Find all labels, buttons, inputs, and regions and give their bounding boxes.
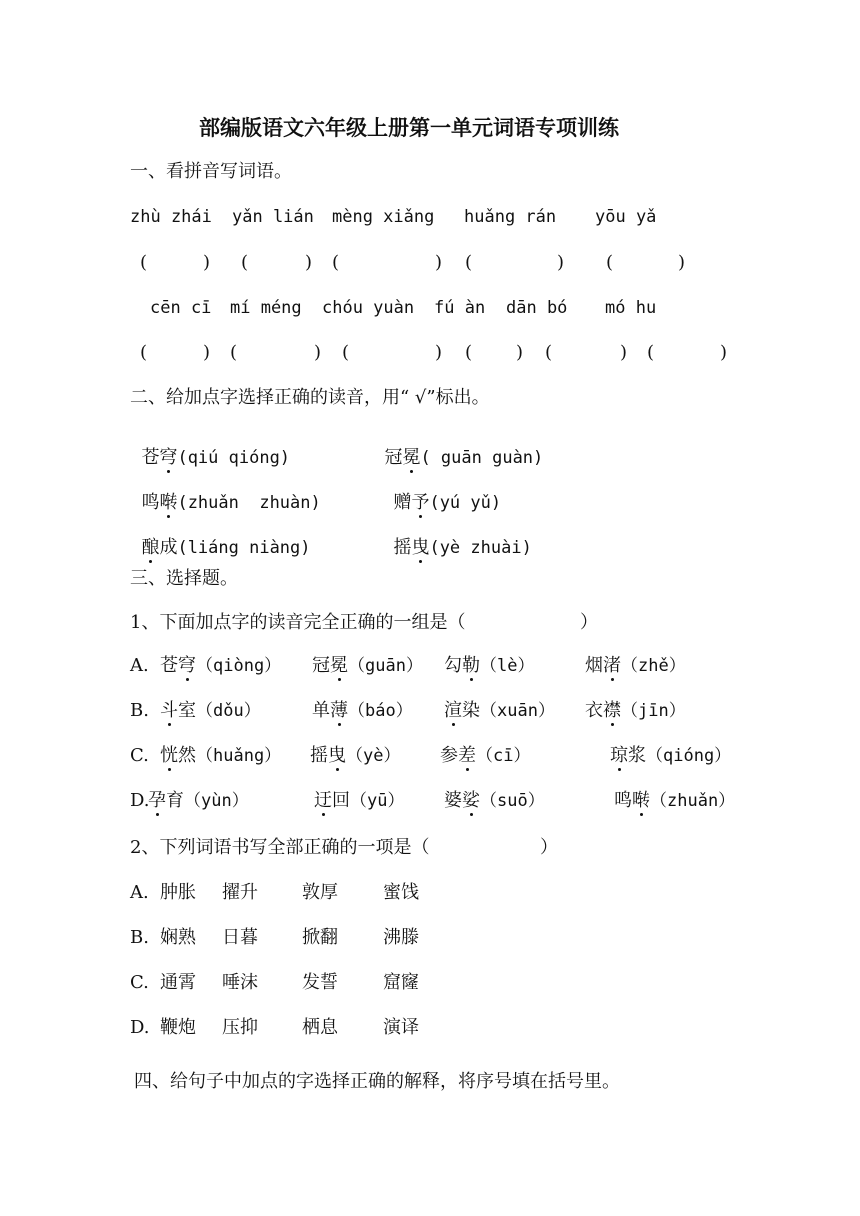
answer-bracket-close: ) xyxy=(720,342,728,363)
option-word: 肿胀 xyxy=(160,882,196,903)
option-pinyin: （báo） xyxy=(348,701,413,721)
dotted-char: 酿 xyxy=(141,537,160,558)
word-char: 单 xyxy=(312,700,330,721)
answer-bracket-open: ( xyxy=(140,342,148,363)
word-char: 赠 xyxy=(393,492,412,513)
option-pinyin: （dǒu） xyxy=(196,701,261,721)
option-label: A. xyxy=(130,655,155,676)
question-1-stem-close: ） xyxy=(580,612,598,633)
option-word: 擢升 xyxy=(222,882,258,903)
answer-bracket-open: ( xyxy=(241,252,249,273)
question-1-stem: 1、下面加点字的读音完全正确的一组是（ xyxy=(130,612,466,633)
pinyin-choices: (liáng niàng) xyxy=(177,538,311,558)
option-word xyxy=(585,702,686,720)
pronunciation-item xyxy=(130,431,290,467)
word-char: 浆 xyxy=(628,745,646,766)
option-pinyin: （zhuǎn） xyxy=(650,791,736,811)
dotted-char: 恍 xyxy=(160,745,178,766)
dotted-char: 曳 xyxy=(411,537,430,558)
option-pinyin: （huǎng） xyxy=(196,746,282,766)
dotted-char: 迂 xyxy=(314,790,332,811)
answer-bracket-close: ) xyxy=(435,252,443,273)
answer-bracket-close: ) xyxy=(516,342,524,363)
pronunciation-item xyxy=(130,476,321,512)
option-word: 栖息 xyxy=(302,1017,338,1038)
pronunciation-item xyxy=(130,521,311,557)
word-char: 婆 xyxy=(444,790,462,811)
option-word: 演译 xyxy=(383,1017,419,1038)
option-pinyin: （cī） xyxy=(476,746,531,766)
word-char: 参 xyxy=(440,745,458,766)
option-word: 通霄 xyxy=(160,972,196,993)
option-word: 压抑 xyxy=(222,1017,258,1038)
dotted-char: 勒 xyxy=(462,655,480,676)
word-char: 鸣 xyxy=(614,790,632,811)
dotted-char: 薄 xyxy=(330,700,348,721)
option-word xyxy=(160,702,261,720)
option-word xyxy=(312,702,413,720)
option-label: D. xyxy=(130,1017,156,1038)
option-label: B. xyxy=(130,700,155,721)
dotted-char: 孕 xyxy=(148,790,166,811)
word-char: 苍 xyxy=(160,655,178,676)
pronunciation-item xyxy=(382,521,532,557)
section-1-heading: 一、看拼音写词语。 xyxy=(130,161,292,182)
pinyin-3: mèng xiǎng xyxy=(332,207,435,227)
word-char: 冠 xyxy=(384,447,403,468)
answer-bracket-open: ( xyxy=(606,252,614,273)
answer-bracket-close: ) xyxy=(620,342,628,363)
answer-bracket-open: ( xyxy=(465,252,473,273)
answer-bracket-close: ) xyxy=(435,342,443,363)
dotted-char: 啭 xyxy=(159,492,178,513)
option-word: 沸滕 xyxy=(383,927,419,948)
word-char: 衣 xyxy=(585,700,603,721)
option-word: 蜜饯 xyxy=(383,882,419,903)
pinyin-choices: (yè zhuài) xyxy=(429,538,532,558)
option-pinyin: （jīn） xyxy=(621,701,686,721)
option-word xyxy=(610,747,731,765)
option-label: C. xyxy=(130,745,155,766)
dotted-char: 斗 xyxy=(160,700,178,721)
option-word xyxy=(310,747,400,765)
word-char: 烟 xyxy=(585,655,603,676)
dotted-char: 琼 xyxy=(610,745,628,766)
section-2-heading: 二、给加点字选择正确的读音，用“ √”标出。 xyxy=(130,387,490,408)
option-label: B. xyxy=(130,927,155,948)
option-word xyxy=(444,792,545,810)
section-3-heading: 三、选择题。 xyxy=(130,568,238,589)
option-word xyxy=(314,792,404,810)
section-4-heading: 四、给句子中加点的字选择正确的解释，将序号填在括号里。 xyxy=(134,1071,620,1092)
option-word xyxy=(444,702,555,720)
option-pinyin: （lè） xyxy=(480,656,535,676)
page-title: 部编版语文六年级上册第一单元词语专项训练 xyxy=(199,115,619,140)
option-word: 娴熟 xyxy=(160,927,196,948)
word-char: 育 xyxy=(166,790,184,811)
question-2-stem-close: ） xyxy=(540,837,558,858)
pinyin-1: zhù zhái xyxy=(130,207,212,227)
answer-bracket-close: ) xyxy=(203,342,211,363)
option-word: 发誓 xyxy=(302,972,338,993)
option-pinyin: （zhě） xyxy=(621,656,686,676)
answer-bracket-close: ) xyxy=(557,252,565,273)
pinyin-9: fú àn xyxy=(434,298,486,318)
pinyin-2: yǎn lián xyxy=(232,207,314,227)
pinyin-6: cēn cī xyxy=(150,298,212,318)
option-word xyxy=(440,747,530,765)
answer-bracket-close: ) xyxy=(314,342,322,363)
option-word: 掀翻 xyxy=(302,927,338,948)
option-word: 窟窿 xyxy=(383,972,419,993)
word-char: 苍 xyxy=(141,447,160,468)
answer-bracket-open: ( xyxy=(342,342,350,363)
word-char: 摇 xyxy=(310,745,328,766)
option-word: 敦厚 xyxy=(302,882,338,903)
pinyin-choices: (qiú qióng) xyxy=(177,448,291,468)
answer-bracket-open: ( xyxy=(465,342,473,363)
option-label: A. xyxy=(130,882,155,903)
dotted-char: 穹 xyxy=(178,655,196,676)
answer-bracket-open: ( xyxy=(647,342,655,363)
option-word: 日暮 xyxy=(222,927,258,948)
word-char: 勾 xyxy=(444,655,462,676)
dotted-char: 予 xyxy=(411,492,430,513)
option-word xyxy=(614,792,735,810)
word-char: 冠 xyxy=(312,655,330,676)
dotted-char: 襟 xyxy=(603,700,621,721)
pinyin-4: huǎng rán xyxy=(464,207,557,227)
pinyin-11: mó hu xyxy=(605,298,657,318)
option-label: C. xyxy=(130,972,155,993)
answer-bracket-open: ( xyxy=(230,342,238,363)
option-word: 唾沫 xyxy=(222,972,258,993)
option-pinyin: （qióng） xyxy=(646,746,732,766)
option-pinyin: （suō） xyxy=(480,791,545,811)
option-word xyxy=(160,747,281,765)
option-pinyin: （yū） xyxy=(350,791,405,811)
dotted-char: 冕 xyxy=(330,655,348,676)
option-word xyxy=(444,657,534,675)
word-char: 鸣 xyxy=(141,492,160,513)
word-char: 室 xyxy=(178,700,196,721)
pinyin-10: dān bó xyxy=(506,298,568,318)
pinyin-5: yōu yǎ xyxy=(595,207,657,227)
dotted-char: 娑 xyxy=(462,790,480,811)
word-char: 成 xyxy=(159,537,178,558)
dotted-char: 渲 xyxy=(444,700,462,721)
pronunciation-item xyxy=(373,431,543,467)
option-word xyxy=(312,657,423,675)
answer-bracket-close: ) xyxy=(678,252,686,273)
option-word xyxy=(148,792,249,810)
pinyin-choices: (yú yǔ) xyxy=(429,493,502,513)
dotted-char: 穹 xyxy=(159,447,178,468)
pinyin-choices: ( guān guàn) xyxy=(420,448,544,468)
option-word xyxy=(585,657,686,675)
dotted-char: 冕 xyxy=(402,447,421,468)
word-char: 染 xyxy=(462,700,480,721)
option-pinyin: （guān） xyxy=(348,656,423,676)
pinyin-choices: (zhuǎn zhuàn) xyxy=(177,493,321,513)
answer-bracket-open: ( xyxy=(140,252,148,273)
word-char: 摇 xyxy=(393,537,412,558)
answer-bracket-open: ( xyxy=(332,252,340,273)
pinyin-8: chóu yuàn xyxy=(322,298,415,318)
option-pinyin: （yè） xyxy=(346,746,401,766)
dotted-char: 啭 xyxy=(632,790,650,811)
question-2-stem: 2、下列词语书写全部正确的一项是（ xyxy=(130,837,430,858)
pronunciation-item xyxy=(382,476,501,512)
answer-bracket-close: ) xyxy=(305,252,313,273)
dotted-char: 渚 xyxy=(603,655,621,676)
pinyin-7: mí méng xyxy=(230,298,302,318)
dotted-char: 差 xyxy=(458,745,476,766)
option-pinyin: （xuān） xyxy=(480,701,555,721)
option-pinyin: （yùn） xyxy=(184,791,249,811)
word-char: 回 xyxy=(332,790,350,811)
option-pinyin: （qiòng） xyxy=(196,656,282,676)
word-char: 然 xyxy=(178,745,196,766)
option-word: 鞭炮 xyxy=(160,1017,196,1038)
option-word xyxy=(160,657,281,675)
option-label: D. xyxy=(130,790,150,811)
answer-bracket-open: ( xyxy=(545,342,553,363)
answer-bracket-close: ) xyxy=(203,252,211,273)
dotted-char: 曳 xyxy=(328,745,346,766)
